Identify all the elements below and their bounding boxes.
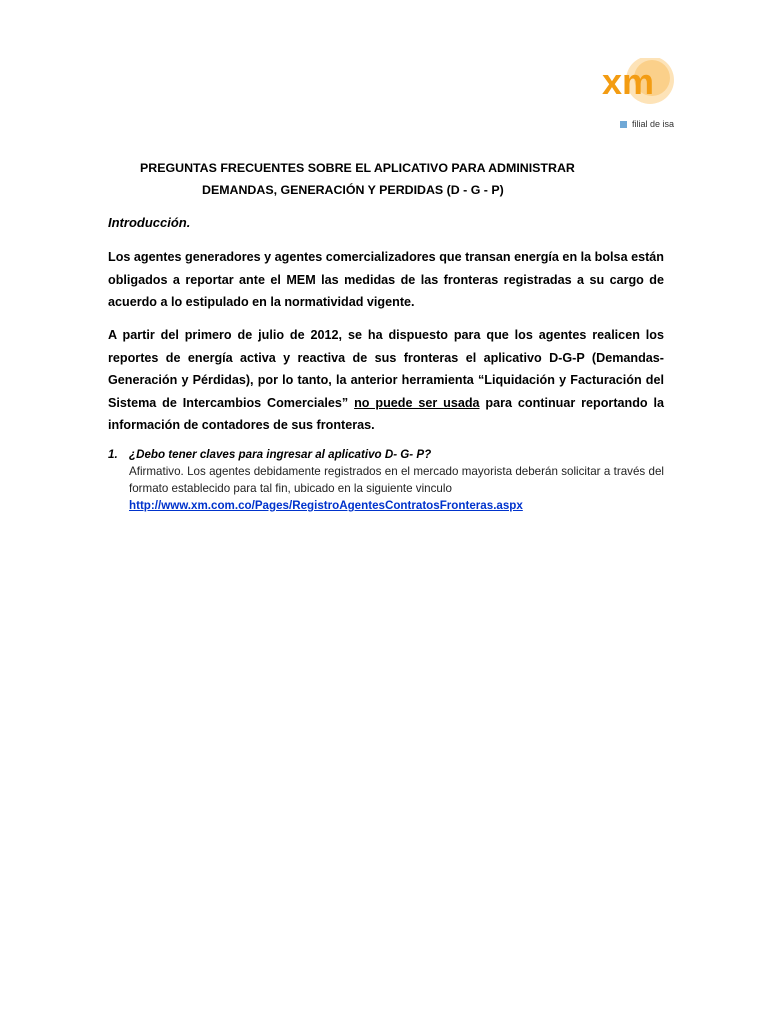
para2-text-end: para continuar reportando la información de contadores de sus fronteras. — [108, 395, 664, 432]
faq-answer — [129, 463, 664, 514]
para2-text-start: A partir del primero de julio de 2012, se ha dispuesto para que los agentes realicen los reportes de energía activa y reactiva de sus fronteras el aplicativo D-G-P (Demandas-Generación y Pérdidas), por lo tanto, la anterior herramienta “Liquidación y Facturación del Sistema de Intercambios Comerciales” — [108, 328, 664, 410]
intro-paragraph-1: Los agentes generadores y agentes comercializadores que transan energía en la bolsa están obligados a reportar ante el MEM las medidas de las fronteras registradas a su cargo de acuerdo a lo estipulado en la normatividad vigente. — [108, 250, 664, 309]
para2-underlined-text: no puede ser usada — [354, 395, 480, 410]
faq-item — [108, 446, 664, 514]
svg-text:xm: xm — [602, 61, 655, 102]
intro-paragraph-2 — [108, 324, 664, 437]
subsidiary-label — [620, 119, 674, 129]
document-title-line2: DEMANDAS, GENERACIÓN Y PERDIDAS (D - G - P) — [202, 183, 504, 197]
faq-number: 1. — [108, 448, 118, 461]
registration-link[interactable]: http://www.xm.com.co/Pages/RegistroAgentesContratosFronteras.aspx — [129, 499, 523, 512]
intro-heading: Introducción. — [108, 215, 191, 230]
xm-logo — [600, 58, 680, 108]
xm-logo-graphic — [600, 58, 680, 108]
document-title-line1: PREGUNTAS FRECUENTES SOBRE EL APLICATIVO PARA ADMINISTRAR — [140, 161, 575, 175]
subsidiary-text: filial de isa — [632, 119, 675, 129]
faq-question: ¿Debo tener claves para ingresar al aplicativo D- G- P? — [129, 448, 432, 461]
faq-answer-text: Afirmativo. Los agentes debidamente registrados en el mercado mayorista deberán solicitar a través del formato establecido para tal fin, ubicado en la siguiente vinculo — [129, 465, 664, 495]
square-bullet-icon — [620, 121, 627, 128]
